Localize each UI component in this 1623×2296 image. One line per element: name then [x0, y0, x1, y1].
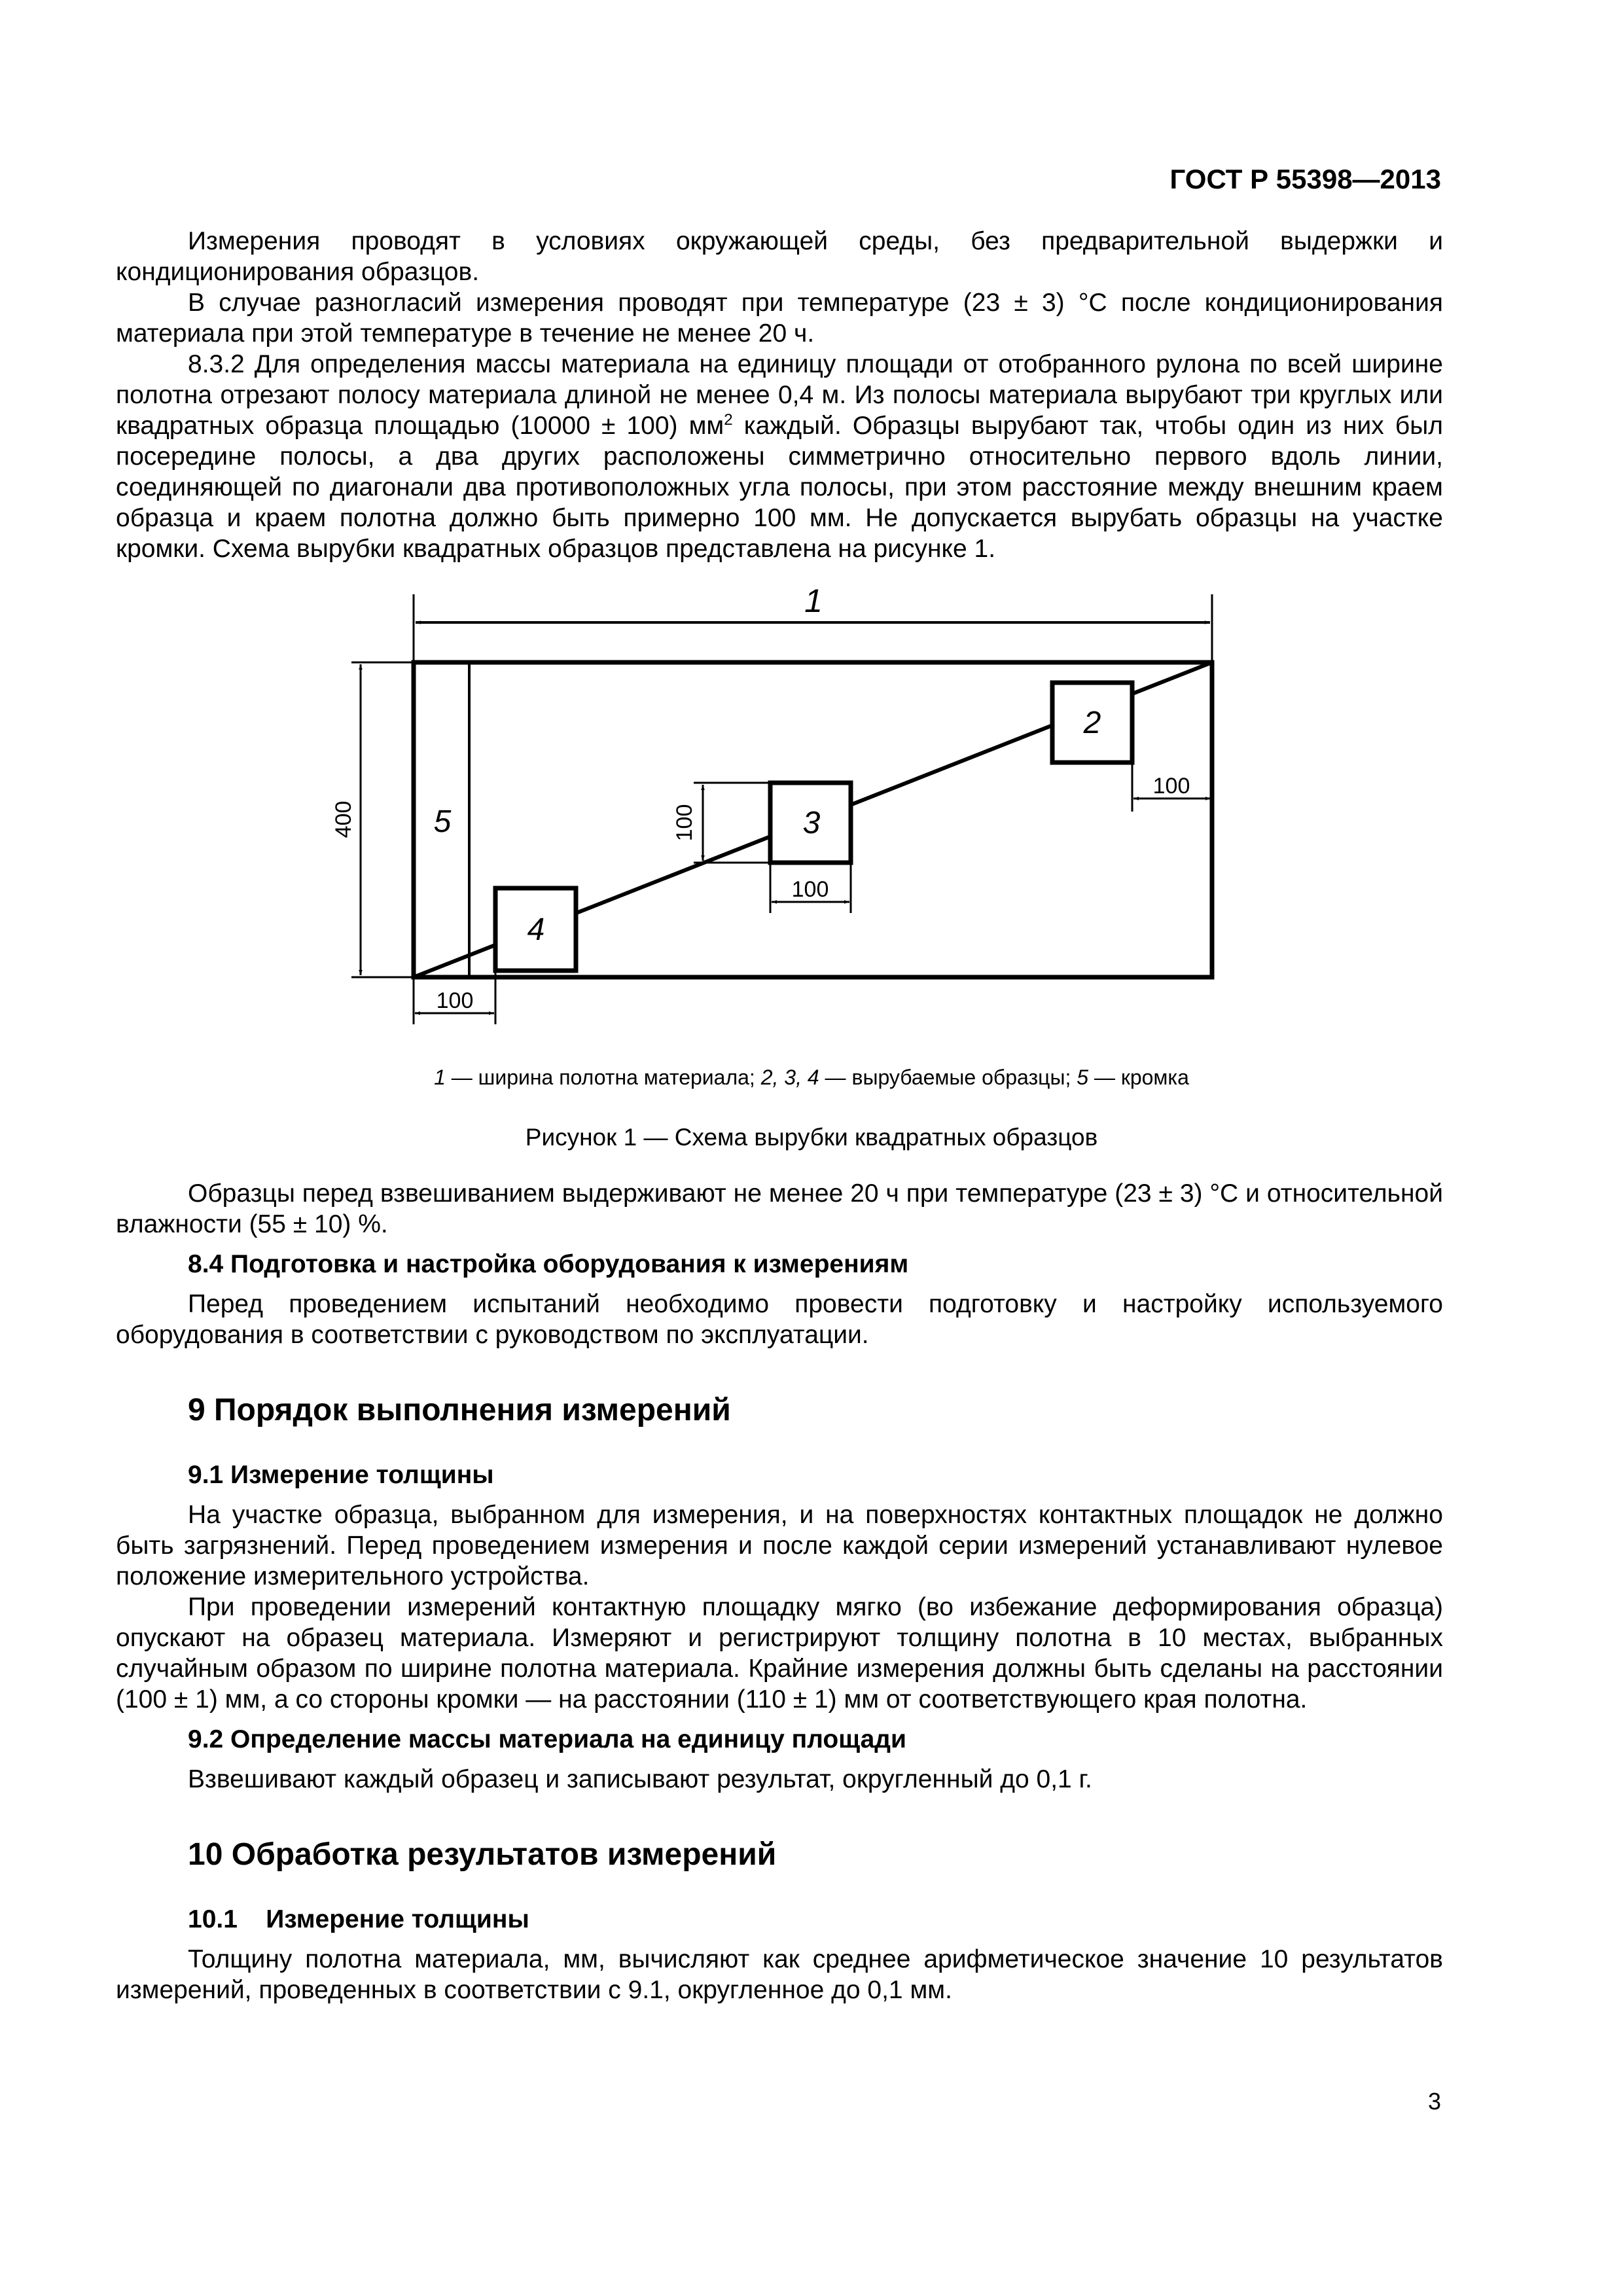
legend-number: 2, 3, 4: [760, 1066, 819, 1089]
text-block-bottom: [116, 1178, 1443, 2005]
dim-label-left-offset: 100: [436, 988, 474, 1013]
legend-number: 1: [434, 1066, 446, 1089]
legend-text: — кромка: [1088, 1066, 1189, 1089]
subsection-heading-9-2: 9.2 Определение массы материала на единицу площади: [188, 1725, 907, 1753]
label-sample-2: 2: [1083, 706, 1101, 740]
paragraph: Взвешивают каждый образец и записывают результат, округленный до 0,1 г.: [188, 1765, 1092, 1793]
page-number: 3: [1427, 2088, 1441, 2115]
subsection-heading-9-1: 9.1 Измерение толщины: [188, 1461, 494, 1489]
paragraph: На участке образца, выбранном для измерения, и на поверхностях контактных площадок не должно быть загрязнений. Перед проведением измерения и после каждой серии измерений устанавливают нулевое положение измерительного устройства.: [116, 1501, 1443, 1590]
figure-legend: [0, 1066, 1623, 1090]
paragraph: Перед проведением испытаний необходимо провести подготовку и настройку используемого оборудования в соответствии с руководством по эксплуатации.: [116, 1290, 1443, 1349]
figure-1-cutting-scheme: [314, 569, 1243, 1054]
subsection-heading-10-1: 10.1 Измерение толщины: [188, 1905, 529, 1933]
text-block-top: [116, 226, 1443, 564]
figure-caption: Рисунок 1 — Схема вырубки квадратных образцов: [525, 1124, 1098, 1151]
figure-drawing: [314, 569, 1243, 1054]
section-heading-10: 10 Обработка результатов измерений: [188, 1837, 777, 1872]
label-sample-3: 3: [802, 806, 821, 840]
label-sample-4: 4: [527, 912, 545, 947]
label-edge: 5: [433, 804, 452, 839]
legend-text: — ширина полотна материала;: [445, 1066, 761, 1089]
paragraph: При проведении измерений контактную площадку мягко (во избежание деформирования образца) опускают на образец материала. Измеряют и регистрируют толщину полотна в 10 местах, выбранных случайным образом по ширине полотна материала. Крайние измерения должны быть сделаны на расстоянии (100 ± 1) мм, а со стороны кромки — на расстоянии (110 ± 1) мм от соответствующего края полотна.: [116, 1593, 1443, 1713]
legend-text: — вырубаемые образцы;: [819, 1066, 1077, 1089]
dim-label-right-offset: 100: [1152, 774, 1190, 798]
dim-label-400: 400: [331, 800, 356, 838]
subsection-heading-8-4: 8.4 Подготовка и настройка оборудования к измерениям: [188, 1250, 909, 1278]
paragraph: Измерения проводят в условиях окружающей среды, без предварительной выдержки и кондиционирования образцов.: [116, 227, 1443, 286]
paragraph: Образцы перед взвешиванием выдерживают не менее 20 ч при температуре (23 ± 3) °С и относительной влажности (55 ± 10) %.: [116, 1179, 1443, 1238]
paragraph-text: каждый. Образцы вырубают так, чтобы один из них был посередине полосы, а два других расположены симметрично относительно первого вдоль линии, соединяющей по диагонали два противоположных угла полосы, при этом расстояние между внешним краем образца и краем полотна должно быть примерно 100 мм. Не допускается вырубать образцы на участке кромки. Схема вырубки квадратных образцов представлена на рисунке 1.: [116, 412, 1443, 563]
superscript: 2: [724, 411, 733, 429]
legend-number: 5: [1077, 1066, 1089, 1089]
label-width: 1: [804, 583, 823, 619]
paragraph: Толщину полотна материала, мм, вычисляют как среднее арифметическое значение 10 результатов измерений, проведенных в соответствии с 9.1, округленное до 0,1 мм.: [116, 1945, 1443, 2004]
paragraph-text: 8.3.2 Для определения массы материала на единицу площади от отобранного рулона по всей ширине полотна отрезают полосу материала длиной не менее 0,4 м. Из полосы материала вырубают три круглых или квадратных образца площадью (10000 ± 100) мм: [116, 350, 1443, 440]
dim-label-sample-height: 100: [672, 804, 697, 842]
paragraph: В случае разногласий измерения проводят при температуре (23 ± 3) °С после кондиционирования материала при этой температуре в течение не менее 20 ч.: [116, 289, 1443, 348]
document-id-header: ГОСТ Р 55398—2013: [1169, 164, 1441, 194]
section-heading-9: 9 Порядок выполнения измерений: [188, 1393, 731, 1427]
dim-label-sample-width: 100: [791, 877, 829, 902]
paragraph-8-3-2: [116, 349, 1443, 564]
